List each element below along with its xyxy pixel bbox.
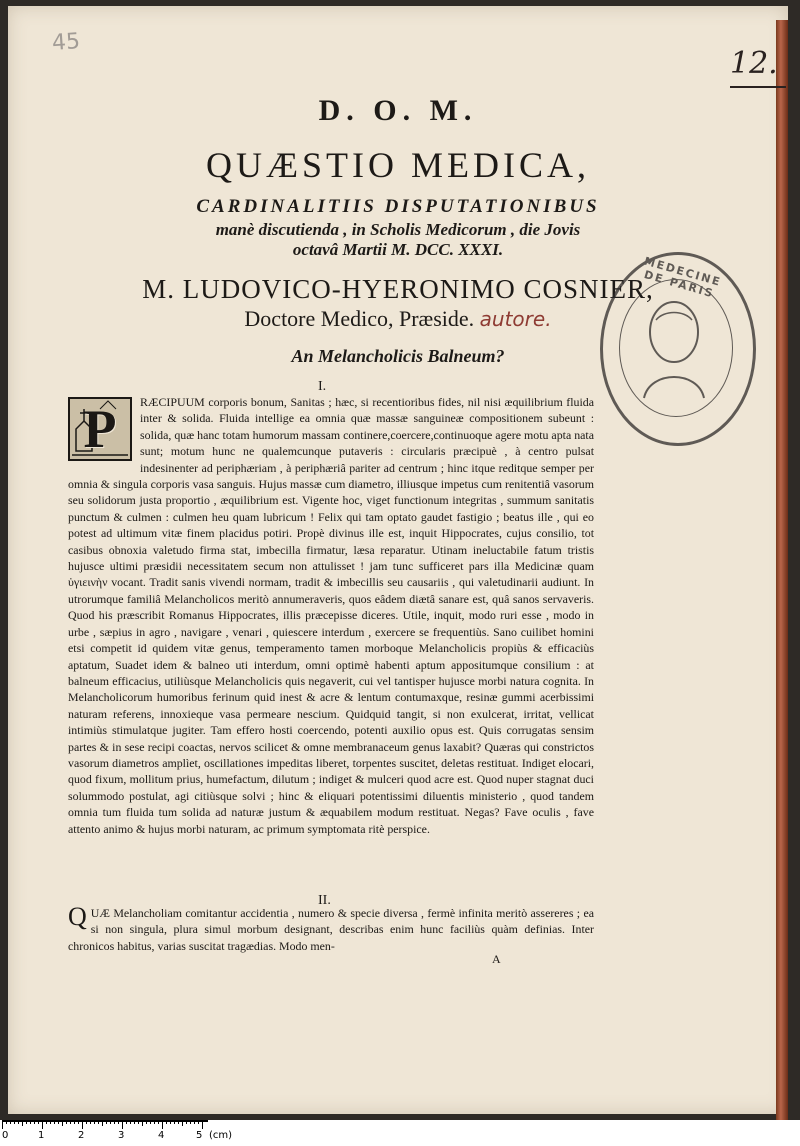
paragraph-1-text: corporis bonum, Sanitas ; hæc, si recentioribus fides, nil nisi æquilibrium fluida inter & solida. Fluida intellige ea omnia quæ massæ sanguineæ compositionem subeunt : solida, quæ hanc totam humorum massam continere,coercere,continuoque agere motu apta nata sunt; motum hunc ne qualemcunque putaveris : circularis præcipuè , à centro pulsat indesinenter ad periphæriam , à periphæriâ pariter ad centrum ; hinc itque reditque semper per omnia & singula corporis vasa sanguis. Hujus massæ cum diametro, illiusque impetus cum renitentiâ vasorum seu solidorum justa proportio , æquilibrium est. Vigente hoc, viget functionum integritas , summum sanitatis punctum & culmen : culmen heu quam lubricum ! Felix qui tam optato gaudet fastigio ; beatus ille , qui eo potest ad ultimum vitæ finem placidus potiri. Propè divinus ille est, inquit Hippocrates, cujus consilio, tot casibus obnoxia valetudo firma stat, imbecilla firmatur, læsa reparatur. Utinam ineluctabile fatum tristis hujusce ultimi præsidii necessitatem secum non attulisset ! jam tunc sufficeret pars illa Medicinæ quam ὑγιεινὴν vocant. Tradit sanis vivendi normam, tradit & imbecillis seu causariis , qui valetudinarii audiunt. In utrorumque familiâ Melancholicos meritò annumeraveris, quos eâdem diætâ sanare est, quâ sanos servaveris. Quod his præscribit Romanus Hippocrates, illis præcepisse diceres. Utile, inquit, modo ruri esse , modo in urbe , sæpius in agro , navigare , venari , quiescere interdum , exercere se frequentiùs. Sano cuilibet homini etsi competit id quidem vitæ genus, temperamento tamen morboque Melancholicis propiùs & efficaciùs aptatum, Suadet idem & balneo uti interdum, omni optimè habenti aptum appositumque consilium : at balneum efficacius, utiliùsque Melancholicis quis negaverit, cui vel tantisper hujusce morbi natura cognita. In Melancholicorum humoribus ferinum quid inest & acre & lentum contumaxque, resinæ gummi acerbissimi naturam referens, innoxieque vasa permeare nescium. Quidquid tangit, si non exulcerat, irritat, vellicat intimiùs stimulatque jugiter. Tam effero hosti coercendo, potenti auxilio opus est. Quis corrugatas sensim partes & in sese recipi coactas, nervos scilicet & omne membranaceum genus laxabit? Quæras qui constrictos vasorum diametros amplìet, oscillationes impeditas liberet, torpentes suscitet, deletas restituat. Indiget elocari, quod fixum, mollitum prius, humefactum, dilutum ; indiget & mulceri quod acre est. Quod nuper stagnat duci solummodo postulat, agi citiùsque solvi ; hinc & eliquari potentissimi diluentis ministerio , quod tandem omnia tum fluida tum solida ad naturæ justum & æquabilem modum restituat. Negas? Fave oculis , fave attento animo & hujus morbi naturam, ac primum symptomata ritè perspice. [68,395,594,836]
ruler-tick [66,1120,67,1124]
portrait-icon [620,280,728,412]
ruler-tick [46,1120,47,1124]
question-heading: An Melancholicis Balneum? [291,346,505,366]
paragraph-2-lead: UÆ [90,906,110,920]
pencil-number: 45 [51,29,81,56]
subtitle-line-3: octavâ Martii M. DCC. XXXI. [292,240,504,259]
ruler-tick [106,1120,107,1124]
ruler-tick [42,1120,43,1129]
ruler-tick [62,1120,63,1126]
ruler-tick [150,1120,151,1124]
ruler-tick [166,1120,167,1124]
ruler-tick [158,1120,159,1124]
paragraph-2-initial: Q [68,902,87,931]
paragraph-1 [68,394,594,837]
ruler-tick [202,1120,203,1129]
ruler-number: 3 [118,1130,125,1141]
ruler-tick [194,1120,195,1124]
scale-ruler [0,1120,800,1146]
ruler-tick [78,1120,79,1124]
ruler-tick [114,1120,115,1124]
ruler-tick [178,1120,179,1124]
ruler-tick [70,1120,71,1124]
paragraph-2 [68,902,594,954]
ruler-unit: (cm) [209,1130,233,1141]
ruler-tick [94,1120,95,1124]
ruler-tick [190,1120,191,1124]
ruler-tick [18,1120,19,1124]
ruler-tick [82,1120,83,1129]
ruler-tick [130,1120,131,1124]
ruler-tick [58,1120,59,1124]
drop-cap-illustration [68,397,132,461]
author-role: Doctore Medico, Præside. [244,306,475,331]
ruler-number: 5 [196,1130,203,1141]
section-numeral-2: II. [318,893,331,908]
ruler-tick [90,1120,91,1124]
ruler-tick [86,1120,87,1124]
ruler-tick [34,1120,35,1124]
ruler-number: 2 [78,1130,85,1141]
ruler-number: 1 [38,1130,45,1141]
library-stamp [600,252,756,446]
ruler-tick [98,1120,99,1124]
subtitle-line-2: manè discutienda , in Scholis Medicorum , die Jovis [215,220,581,239]
stamp-text: MEDECINE DE PARIS [642,254,724,301]
ruler-tick [154,1120,155,1124]
ruler-tick [182,1120,183,1126]
ruler-tick [102,1120,103,1126]
ruler-tick [74,1120,75,1124]
ruler-number: 4 [158,1130,165,1141]
document-page [8,6,788,1114]
author-name: M. LUDOVICO-HYERONIMO COSNIER, [142,274,654,304]
ruler-tick [14,1120,15,1124]
ruler-tick [110,1120,111,1124]
ruler-tick [22,1120,23,1126]
ruler-tick [138,1120,139,1124]
ruler-tick [170,1120,171,1124]
page-title: QUÆSTIO MEDICA, [206,145,590,185]
ruler-tick [54,1120,55,1124]
catchword: A [492,952,501,966]
ruler-tick [30,1120,31,1124]
subtitle-line-1: CARDINALITIIS DISPUTATIONIBUS [196,196,600,217]
folio-underline [730,86,786,88]
folio-number: 12. [730,46,778,81]
paragraph-2-text: Melancholiam comitantur accidentia , numero & specie diversa , fermè infinita meritò assereres ; ea si non singula, plura simul morbum designant, describas enim hunc faciliùs quàm definias. Inter chronicos habitus, varias suscitat tragædias. Modo men- [68,906,594,953]
ruler-tick [142,1120,143,1126]
handwritten-annotation: autore. [479,307,552,331]
ruler-tick [26,1120,27,1124]
section-numeral-1: I. [318,379,327,394]
ruler-tick [118,1120,119,1124]
ruler-tick [174,1120,175,1124]
paragraph-1-lead: RÆCIPUUM [140,395,205,409]
header-dom: D. O. M. [318,94,478,127]
ruler-tick [126,1120,127,1124]
ruler-tick [6,1120,7,1124]
stamp-portrait [619,279,733,417]
ruler-tick [198,1120,199,1124]
ruler-tick [50,1120,51,1124]
ruler-tick [10,1120,11,1124]
ruler-tick [186,1120,187,1124]
ruler-tick [122,1120,123,1129]
ruler-number: 0 [2,1130,9,1141]
ruler-tick [162,1120,163,1129]
ruler-tick [2,1120,3,1129]
ruler-tick [146,1120,147,1124]
ruler-tick [134,1120,135,1124]
ruler-tick [38,1120,39,1124]
drop-cap-letter: P [83,399,117,459]
